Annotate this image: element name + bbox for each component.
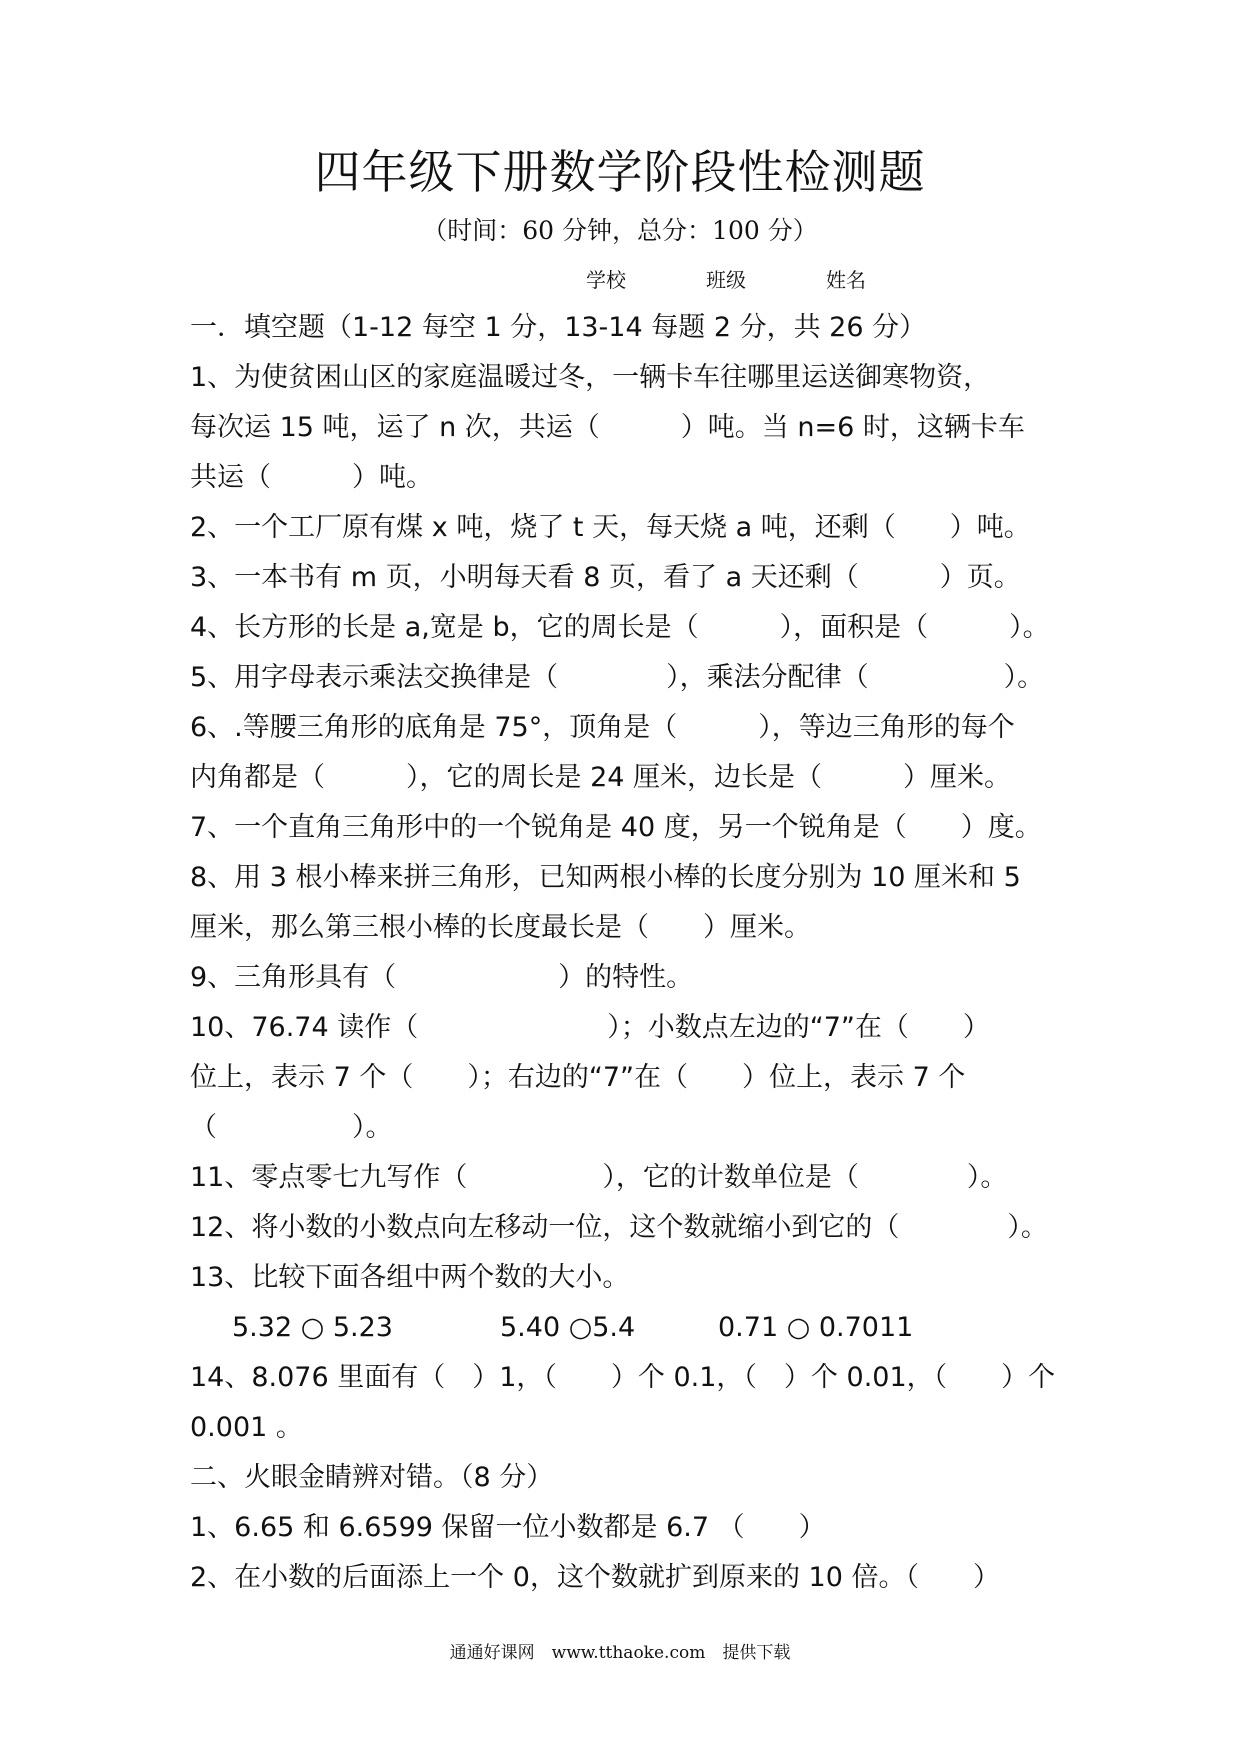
question-line: 1、为使贫困山区的家庭温暖过冬，一辆卡车往哪里运送御寒物资， [190, 362, 991, 393]
section-heading-true-false: 二、火眼金睛辨对错。（8 分） [190, 1462, 554, 1493]
question-line: （ ）。 [190, 1112, 393, 1143]
name-label: 姓名 [826, 268, 866, 292]
comparison-item: 5.32 ○ 5.23 [232, 1312, 393, 1343]
question-line: 13、比较下面各组中两个数的大小。 [190, 1262, 630, 1293]
question-line: 8、用 3 根小棒来拼三角形，已知两根小棒的长度分别为 10 厘米和 5 [190, 862, 1021, 893]
question-line: 位上，表示 7 个（ ）；右边的“7”在（ ）位上，表示 7 个 [190, 1062, 966, 1093]
question-line: 12、将小数的小数点向左移动一位，这个数就缩小到它的（ ）。 [190, 1212, 1048, 1243]
question-line: 2、一个工厂原有煤 x 吨，烧了 t 天，每天烧 a 吨，还剩（ ）吨。 [190, 512, 1031, 543]
comparison-item: 0.71 ○ 0.7011 [718, 1312, 914, 1343]
question-line: 厘米，那么第三根小棒的长度最长是（ ）厘米。 [190, 912, 811, 943]
question-line: 3、一本书有 m 页，小明每天看 8 页，看了 a 天还剩（ ）页。 [190, 562, 1021, 593]
question-line: 4、长方形的长是 a,宽是 b，它的周长是（ ），面积是（ ）。 [190, 612, 1050, 643]
question-line: 2、在小数的后面添上一个 0，这个数就扩到原来的 10 倍。（ ） [190, 1562, 1000, 1593]
class-label: 班级 [706, 268, 746, 292]
question-line: 6、.等腰三角形的底角是 75°，顶角是（ ），等边三角形的每个 [190, 712, 1015, 743]
question-line: 9、三角形具有（ ）的特性。 [190, 962, 694, 993]
question-line: 每次运 15 吨，运了 n 次，共运（ ）吨。当 n=6 时，这辆卡车 [190, 412, 1025, 443]
section-heading-fill-blank: 一．填空题（1-12 每空 1 分，13-14 每题 2 分，共 26 分） [190, 312, 927, 343]
comparison-item: 5.40 ○5.4 [500, 1312, 636, 1343]
school-label: 学校 [586, 268, 626, 292]
question-line: 内角都是（ ），它的周长是 24 厘米，边长是（ ）厘米。 [190, 762, 1012, 793]
question-line: 共运（ ）吨。 [190, 462, 433, 493]
question-line: 1、6.65 和 6.6599 保留一位小数都是 6.7 （ ） [190, 1512, 826, 1543]
exam-time-score: （时间：60 分钟，总分：100 分） [422, 216, 818, 245]
question-line: 7、一个直角三角形中的一个锐角是 40 度，另一个锐角是（ ）度。 [190, 812, 1042, 843]
question-line: 11、零点零七九写作（ ），它的计数单位是（ ）。 [190, 1162, 1008, 1193]
page-title: 四年级下册数学阶段性检测题 [314, 145, 926, 199]
question-line: 10、76.74 读作（ ）；小数点左边的“7”在（ ） [190, 1012, 990, 1043]
question-line: 5、用字母表示乘法交换律是（ ），乘法分配律（ ）。 [190, 662, 1045, 693]
footer-source: 通通好课网 www.tthaoke.com 提供下载 [449, 1643, 791, 1663]
question-line: 14、8.076 里面有（ ）1，（ ）个 0.1，（ ）个 0.01，（ ）个 [190, 1362, 1056, 1393]
question-line: 0.001 。 [190, 1412, 303, 1443]
